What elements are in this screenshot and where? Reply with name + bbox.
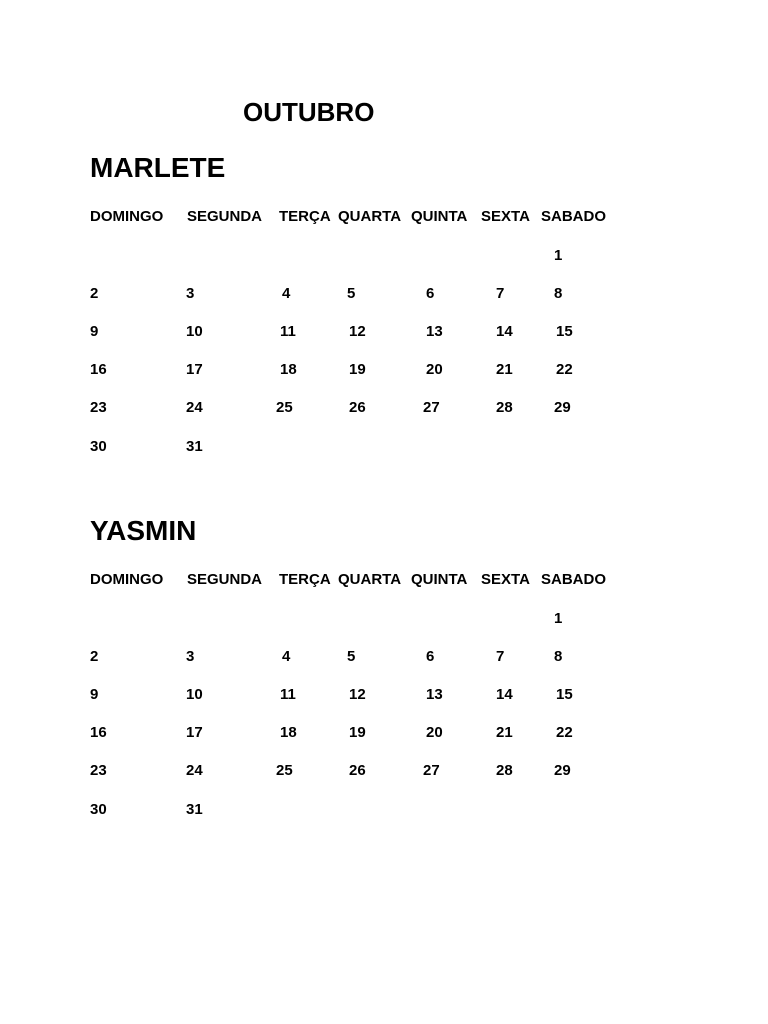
calendar-day: 2 [90,285,99,302]
calendar-day: 29 [554,399,571,416]
calendar-day: 13 [426,323,443,340]
calendar-day: 20 [426,724,443,741]
weekday-header: QUARTA [338,208,402,225]
calendar-day: 25 [276,762,293,779]
weekday-header: SEXTA [481,208,530,225]
calendar-day: 2 [90,648,99,665]
calendar-day: 24 [186,399,203,416]
calendar-day: 1 [554,247,563,264]
calendar-day: 28 [496,762,513,779]
calendar-day: 3 [186,285,195,302]
calendar-day: 9 [90,323,99,340]
calendar-day: 11 [280,686,296,703]
weekday-header: SEGUNDA [187,208,263,225]
calendar-day: 9 [90,686,99,703]
weekday-header: SEGUNDA [187,571,263,588]
calendar-day: 3 [186,648,195,665]
calendar-day: 31 [186,438,203,455]
weekday-header: QUINTA [411,208,468,225]
calendar-day: 27 [423,762,440,779]
weekday-header: DOMINGO [90,571,164,588]
weekday-header: SABADO [541,571,607,588]
calendar-day: 21 [496,724,513,741]
calendar-day: 10 [186,323,203,340]
calendar-day: 31 [186,801,203,818]
calendar-day: 24 [186,762,203,779]
calendar-day: 26 [349,399,366,416]
calendar-day: 7 [496,648,505,665]
weekday-header: DOMINGO [90,208,164,225]
calendar-day: 18 [280,361,297,378]
calendar-day: 10 [186,686,203,703]
calendar-day: 22 [556,724,573,741]
calendar-day: 1 [554,610,563,627]
calendar-day: 11 [280,323,296,340]
weekday-header: QUARTA [338,571,402,588]
calendar-name: MARLETE [90,152,226,183]
calendar-day: 30 [90,438,107,455]
calendar-day: 25 [276,399,293,416]
calendar-day: 7 [496,285,505,302]
calendar-day: 29 [554,762,571,779]
calendar-day: 5 [347,648,356,665]
calendar-day: 18 [280,724,297,741]
calendar-day: 5 [347,285,356,302]
weekday-header: SEXTA [481,571,530,588]
calendar-day: 16 [90,724,107,741]
calendar-day: 16 [90,361,107,378]
calendar-day: 23 [90,399,107,416]
calendar-day: 15 [556,686,573,703]
calendar-day: 20 [426,361,443,378]
calendar-day: 6 [426,648,435,665]
calendar-day: 17 [186,361,203,378]
calendar-day: 8 [554,648,563,665]
calendar-day: 23 [90,762,107,779]
calendar-day: 19 [349,361,366,378]
month-title: OUTUBRO [243,97,375,127]
weekday-header: QUINTA [411,571,468,588]
calendar-day: 15 [556,323,573,340]
calendar-day: 13 [426,686,443,703]
calendar-name: YASMIN [90,515,197,546]
calendar-day: 4 [282,648,291,665]
calendar-day: 4 [282,285,291,302]
calendar-day: 12 [349,323,366,340]
weekday-header: TERÇA [279,208,331,225]
calendar-day: 12 [349,686,366,703]
calendar-day: 6 [426,285,435,302]
weekday-header: TERÇA [279,571,331,588]
calendar-day: 14 [496,323,513,340]
calendar-day: 21 [496,361,513,378]
calendar-day: 8 [554,285,563,302]
weekday-header: SABADO [541,208,607,225]
calendar-day: 28 [496,399,513,416]
calendar-day: 22 [556,361,573,378]
calendar-day: 26 [349,762,366,779]
calendar-day: 17 [186,724,203,741]
calendar-day: 30 [90,801,107,818]
calendar-day: 14 [496,686,513,703]
calendar-day: 27 [423,399,440,416]
calendar-day: 19 [349,724,366,741]
